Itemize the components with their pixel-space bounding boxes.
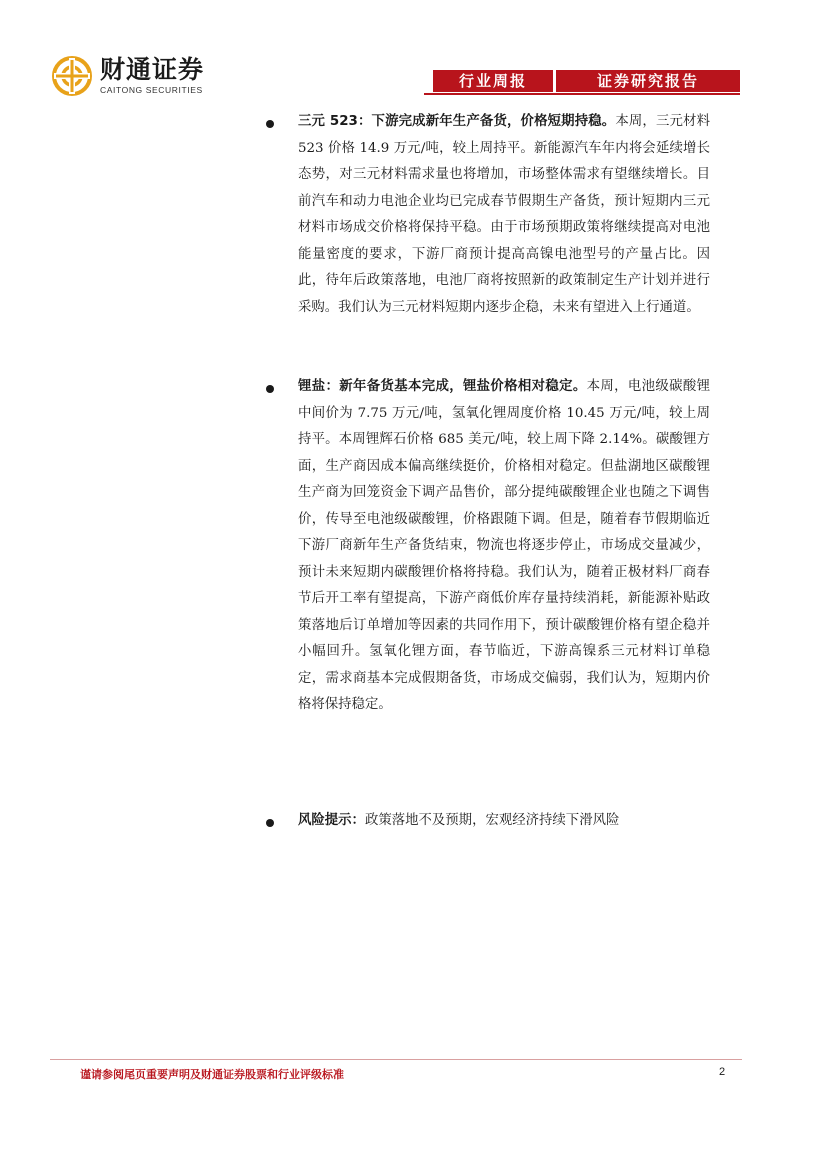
- section-body: 本周，三元材料 523 价格 14.9 万元/吨，较上周持平。新能源汽车年内将会延续增长态势，对三元材料需求量也将增加，市场整体需求有望继续增长。目前汽车和动力电池企业均已完成春节假期生产备货，预计短期内三元材料市场成交价格将保持平稳。由于市场预期政策将继续提高对电池能量密度的要求，下游厂商预计提高高镍电池型号的产量占比。因此，待年后政策落地，电池厂商将按照新的政策制定生产计划并进行采购。我们认为三元材料短期内逐步企稳，未来有望进入上行通道。: [298, 114, 710, 315]
- footer-divider: [50, 1059, 742, 1060]
- section-risk-warning: [298, 808, 710, 835]
- footer-disclaimer: 谨请参阅尾页重要声明及财通证券股票和行业评级标准: [80, 1068, 344, 1081]
- company-logo: [52, 56, 204, 96]
- section-title: 风险提示：: [298, 813, 365, 828]
- logo-english-name: CAITONG SECURITIES: [100, 85, 203, 95]
- section-body: 本周，电池级碳酸锂中间价为 7.75 万元/吨，氢氧化锂周度价格 10.45 万元/吨，较上周持平。本周锂辉石价格 685 美元/吨，较上周下降 2.14%。碳酸锂方面，生产商因成本偏高继续挺价，价格相对稳定。但盐湖地区碳酸锂生产商为回笼资金下调产品售价，部分提纯碳酸锂企业也随之下调售价，传导至电池级碳酸锂，价格跟随下调。但是，随着春节假期临近下游厂商新年生产备货结束，物流也将逐步停止，市场成交量减少，预计未来短期内碳酸锂价格将持稳。我们认为，随着正极材料厂商春节后开工率有望提高，下游产商低价库存量持续消耗，新能源补贴政策落地后订单增加等因素的共同作用下，预计碳酸锂价格有望企稳并小幅回升。氢氧化锂方面，春节临近，下游高镍系三元材料订单稳定，需求商基本完成假期备货，市场成交偏弱，我们认为，短期内价格将保持稳定。: [298, 379, 711, 712]
- section-ternary-523: [298, 109, 710, 321]
- header-divider: [424, 93, 740, 95]
- page-number: 2: [719, 1066, 726, 1078]
- section-body: 政策落地不及预期，宏观经济持续下滑风险: [364, 813, 620, 828]
- logo-chinese-name: 财通证券: [100, 55, 205, 84]
- bullet-icon: [266, 120, 274, 128]
- section-title: 锂盐：新年备货基本完成，锂盐价格相对稳定。: [298, 379, 587, 394]
- report-type-tags: [433, 70, 740, 92]
- section-lithium-salt: [298, 374, 710, 719]
- tag-securities-research-report: 证券研究报告: [556, 70, 740, 92]
- bullet-icon: [266, 819, 274, 827]
- section-title: 三元 523：下游完成新年生产备货，价格短期持稳。: [298, 114, 616, 129]
- tag-industry-weekly: 行业周报: [433, 70, 553, 92]
- bullet-icon: [266, 385, 274, 393]
- caitong-logo-icon: [52, 56, 92, 96]
